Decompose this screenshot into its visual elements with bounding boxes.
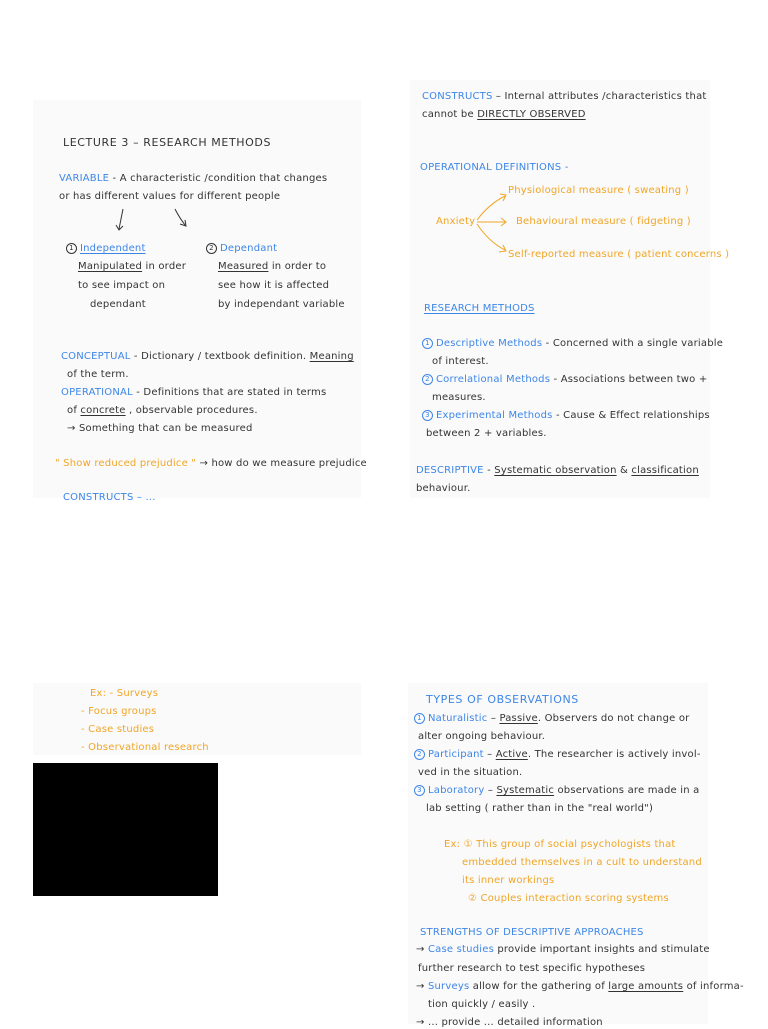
type-1-line-2: alter ongoing behaviour.	[418, 731, 546, 742]
descriptive-classification: classification	[631, 465, 699, 476]
descriptive-heading: DESCRIPTIVE	[416, 465, 484, 476]
prejudice-line	[55, 458, 367, 470]
strength-1-description: provide important insights and stimulate	[493, 944, 710, 955]
example-1-line-1: Ex: ① This group of social psychologists that	[444, 839, 676, 850]
variable-heading: VARIABLE	[59, 173, 110, 184]
strength-1-case-studies: Case studies	[427, 944, 494, 955]
type-1-heading: Naturalistic	[428, 713, 488, 724]
type-2-dash: –	[483, 749, 496, 760]
type-1-line-1	[414, 713, 689, 725]
strength-3-cut-line: → ... provide ... detailed information	[416, 1017, 603, 1028]
variable-arrows	[113, 207, 193, 232]
operational-definition: - Definitions that are stated in terms	[136, 387, 327, 398]
type-3-dash: –	[484, 785, 497, 796]
anxiety-label: Anxiety	[436, 216, 476, 227]
type-3-number: 3	[414, 785, 425, 796]
strength-1-line-2: further research to test specific hypotheses	[418, 963, 646, 974]
independent-line-3: dependant	[90, 299, 146, 310]
notes-page-3	[33, 683, 361, 755]
method-2-description: - Associations between two +	[550, 374, 708, 385]
research-methods-heading: RESEARCH METHODS	[424, 303, 535, 314]
constructs-directly-observed: DIRECTLY OBSERVED	[477, 109, 586, 120]
type-2-description: . The researcher is actively invol-	[527, 749, 701, 760]
type-3-line-1	[414, 785, 700, 797]
method-3-number: 3	[422, 410, 433, 421]
type-3-heading: Laboratory	[428, 785, 485, 796]
strength-2-description: allow for the gathering of	[469, 981, 609, 992]
conceptual-line-2: of the term.	[67, 369, 129, 380]
example-focus-groups: - Focus groups	[81, 706, 157, 717]
type-2-number: 2	[414, 749, 425, 760]
dependent-line-3: by independant variable	[218, 299, 345, 310]
measure-self-reported: Self-reported measure ( patient concerns )	[508, 249, 730, 260]
dependent-label: Dependant	[220, 243, 278, 254]
method-1-number: 1	[422, 338, 433, 349]
variable-definition-1: - A characteristic /condition that changes	[112, 173, 328, 184]
independent-manipulated: Manipulated	[78, 261, 143, 272]
strength-2-line-2: tion quickly / easily .	[428, 999, 536, 1010]
operational-line-3: → Something that can be measured	[67, 423, 253, 434]
constructs-definition: – Internal attributes /characteristics that	[492, 91, 707, 102]
opdef-heading: OPERATIONAL DEFINITIONS -	[420, 162, 569, 173]
operational-line-2	[67, 405, 258, 417]
type-1-passive: Passive	[499, 713, 538, 724]
notes-page-4	[408, 683, 744, 1028]
constructs-line-1	[422, 91, 707, 103]
method-3-heading: Experimental Methods	[436, 410, 553, 421]
measure-physiological: Physiological measure ( sweating )	[508, 185, 689, 196]
constructs-cannot: cannot be	[422, 109, 478, 120]
operational-line-1	[61, 387, 326, 399]
type-3-line-2: lab setting ( rather than in the "real world")	[426, 803, 654, 814]
prejudice-quote: " Show reduced prejudice "	[55, 458, 197, 469]
type-2-heading: Participant	[428, 749, 484, 760]
strength-2-arrow: →	[416, 981, 428, 992]
conceptual-meaning: Meaning	[309, 351, 354, 362]
method-1-heading: Descriptive Methods	[436, 338, 543, 349]
method-3-description: - Cause & Effect relationships	[552, 410, 710, 421]
strength-1-line-1	[416, 944, 710, 956]
example-1-line-2: embedded themselves in a cult to understand	[462, 857, 702, 868]
dependent-measured: Measured	[218, 261, 269, 272]
independent-in-order: in order	[142, 261, 187, 272]
method-2-line-1	[422, 374, 707, 386]
dependent-heading	[206, 243, 277, 255]
independent-line-1	[78, 261, 186, 273]
type-2-line-2: ved in the situation.	[418, 767, 523, 778]
operational-of: of	[67, 405, 81, 416]
constructs-line-2	[422, 109, 586, 121]
strength-2-large-amounts: large amounts	[608, 981, 684, 992]
dependent-in-order: in order to	[268, 261, 327, 272]
notes-page-2	[410, 80, 730, 498]
variable-line-1	[59, 173, 327, 185]
constructs-cut-line: CONSTRUCTS – ...	[63, 492, 156, 503]
dependent-number: 2	[206, 243, 217, 254]
dependent-line-1	[218, 261, 326, 273]
descriptive-and: &	[616, 465, 632, 476]
example-2: ② Couples interaction scoring systems	[468, 893, 669, 904]
type-2-line-1	[414, 749, 701, 761]
operational-heading: OPERATIONAL	[61, 387, 133, 398]
descriptive-systematic: Systematic observation	[494, 465, 617, 476]
measure-behavioural: Behavioural measure ( fidgeting )	[516, 216, 691, 227]
descriptive-line-2: behaviour.	[416, 483, 471, 494]
example-observational-research: - Observational research	[81, 742, 209, 753]
independent-line-2: to see impact on	[78, 280, 166, 291]
variable-definition-2: or has different values for different people	[59, 191, 281, 202]
redacted-region	[33, 763, 218, 896]
strength-2-surveys: Surveys	[427, 981, 470, 992]
conceptual-definition: - Dictionary / textbook definition.	[133, 351, 310, 362]
method-2-line-2: measures.	[432, 392, 486, 403]
method-1-line-1	[422, 338, 723, 350]
example-surveys: Ex: - Surveys	[90, 688, 159, 699]
strengths-heading: STRENGTHS OF DESCRIPTIVE APPROACHES	[420, 927, 644, 938]
strength-2-information: of informa-	[683, 981, 744, 992]
operational-concrete: concrete	[80, 405, 126, 416]
type-1-number: 1	[414, 713, 425, 724]
operational-observable: , observable procedures.	[125, 405, 258, 416]
example-1-line-3: its inner workings	[462, 875, 555, 886]
constructs-heading: CONSTRUCTS	[422, 91, 493, 102]
notes-page-1	[33, 100, 367, 503]
types-heading: TYPES OF OBSERVATIONS	[426, 693, 579, 706]
independent-number: 1	[66, 243, 77, 254]
method-3-line-1	[422, 410, 710, 422]
type-1-dash: –	[487, 713, 500, 724]
type-2-active: Active	[495, 749, 528, 760]
prejudice-question: → how do we measure prejudice	[196, 458, 367, 469]
conceptual-heading: CONCEPTUAL	[61, 351, 131, 362]
method-2-heading: Correlational Methods	[436, 374, 551, 385]
method-1-description: - Concerned with a single variable	[542, 338, 724, 349]
type-1-description: . Observers do not change or	[537, 713, 690, 724]
method-1-line-2: of interest.	[432, 356, 489, 367]
strength-2-line-1	[416, 981, 744, 993]
dependent-line-2: see how it is affected	[218, 280, 330, 291]
example-case-studies: - Case studies	[81, 724, 155, 735]
method-3-line-2: between 2 + variables.	[426, 428, 547, 439]
descriptive-line-1: DESCRIPTIVE - Systematic observation & classification	[416, 465, 699, 476]
conceptual-line-1	[61, 351, 354, 363]
independent-heading	[66, 243, 146, 255]
lecture-title: LECTURE 3 – RESEARCH METHODS	[63, 136, 272, 149]
type-3-systematic: Systematic	[496, 785, 555, 796]
independent-label: Independent	[80, 243, 146, 254]
type-3-description: observations are made in a	[554, 785, 700, 796]
strength-1-arrow: →	[416, 944, 428, 955]
method-2-number: 2	[422, 374, 433, 385]
